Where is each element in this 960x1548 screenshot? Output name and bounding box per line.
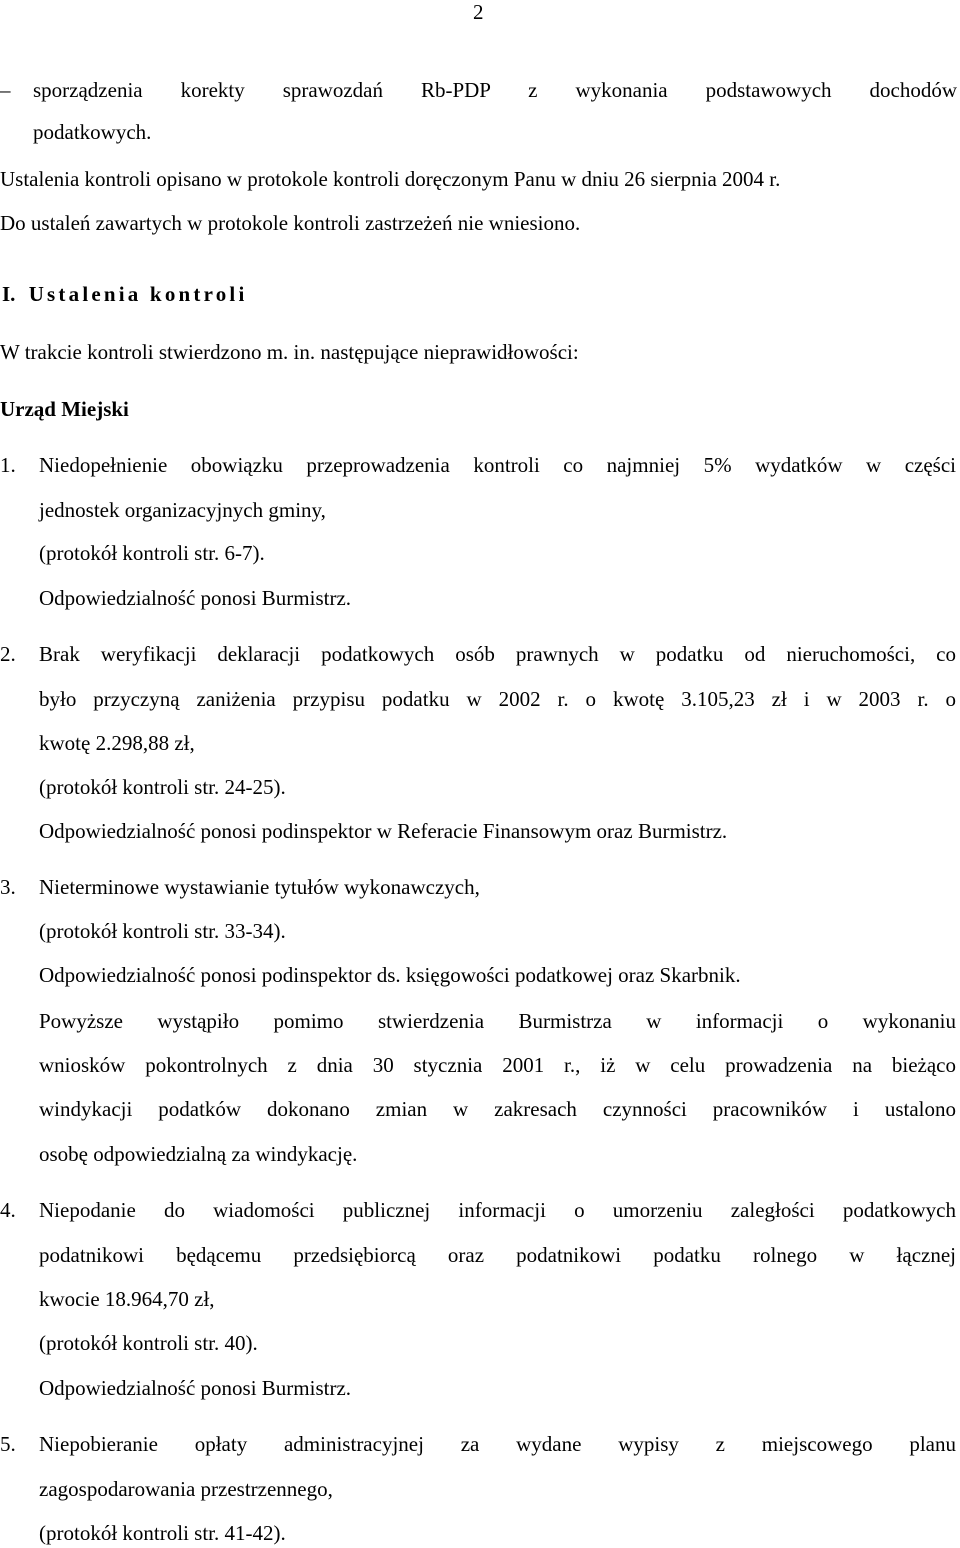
intro-bullet-line1: sporządzenia korekty sprawozdań Rb-PDP z wykonania podstawowych dochodów [33,78,957,102]
item-line: (protokół kontroli str. 6-7). [39,541,265,565]
item-line: Niedopełnienie obowiązku przeprowadzenia kontroli co najmniej 5% wydatków w części [39,453,956,477]
item-line: podatnikowi będącemu przedsiębiorcą oraz podatnikowi podatku rolnego w łącznej [39,1243,956,1267]
item-line: (protokół kontroli str. 33-34). [39,919,286,943]
item-line: zagospodarowania przestrzennego, [39,1477,333,1501]
item-line: kwocie 18.964,70 zł, [39,1287,215,1311]
item-line: (protokół kontroli str. 24-25). [39,775,286,799]
item-line: Niepobieranie opłaty administracyjnej za wydane wypisy z miejscowego planu [39,1432,956,1456]
item-line: kwotę 2.298,88 zł, [39,731,195,755]
item-line: osobę odpowiedzialną za windykację. [39,1142,358,1166]
item-line: wniosków pokontrolnych z dnia 30 stycznia 2001 r., iż w celu prowadzenia na bieżąco [39,1053,956,1077]
page-number: 2 [473,0,484,24]
item-line: Nieterminowe wystawianie tytułów wykonawczych, [39,875,480,899]
intro-paragraph-2: Do ustaleń zawartych w protokole kontroli zastrzeżeń nie wniesiono. [0,211,581,235]
section-heading [2,279,248,309]
item-line: (protokół kontroli str. 40). [39,1331,258,1355]
item-line: Odpowiedzialność ponosi podinspektor w Referacie Finansowym oraz Burmistrz. [39,819,728,843]
item-line: Odpowiedzialność ponosi Burmistrz. [39,1376,352,1400]
item-number: 1. [0,453,16,477]
item-number: 2. [0,642,16,666]
item-line: Niepodanie do wiadomości publicznej informacji o umorzeniu zaległości podatkowych [39,1198,956,1222]
item-number: 5. [0,1432,16,1456]
item-number: 3. [0,875,16,899]
intro-bullet-line2: podatkowych. [33,120,152,144]
section-title: Ustalenia kontroli [28,282,248,306]
section-subheading: Urząd Miejski [0,397,129,421]
item-line: Powyższe wystąpiło pomimo stwierdzenia Burmistrza w informacji o wykonaniu [39,1009,956,1033]
item-number: 4. [0,1198,16,1222]
intro-paragraph-1: Ustalenia kontroli opisano w protokole kontroli doręczonym Panu w dniu 26 sierpnia 2004 r. [0,167,781,191]
item-line: windykacji podatków dokonano zmian w zakresach czynności pracowników i ustalono [39,1097,956,1121]
section-intro: W trakcie kontroli stwierdzono m. in. następujące nieprawidłowości: [0,340,579,364]
item-line: jednostek organizacyjnych gminy, [39,498,326,522]
item-line: było przyczyną zaniżenia przypisu podatku w 2002 r. o kwotę 3.105,23 zł i w 2003 r. o [39,687,956,711]
item-line: (protokół kontroli str. 41-42). [39,1521,286,1545]
item-line: Odpowiedzialność ponosi Burmistrz. [39,586,352,610]
item-line: Brak weryfikacji deklaracji podatkowych osób prawnych w podatku od nieruchomości, co [39,642,956,666]
bullet-dash: – [0,78,11,102]
section-number: I. [2,282,16,306]
item-line: Odpowiedzialność ponosi podinspektor ds. księgowości podatkowej oraz Skarbnik. [39,963,741,987]
intro-bullet [0,75,960,105]
